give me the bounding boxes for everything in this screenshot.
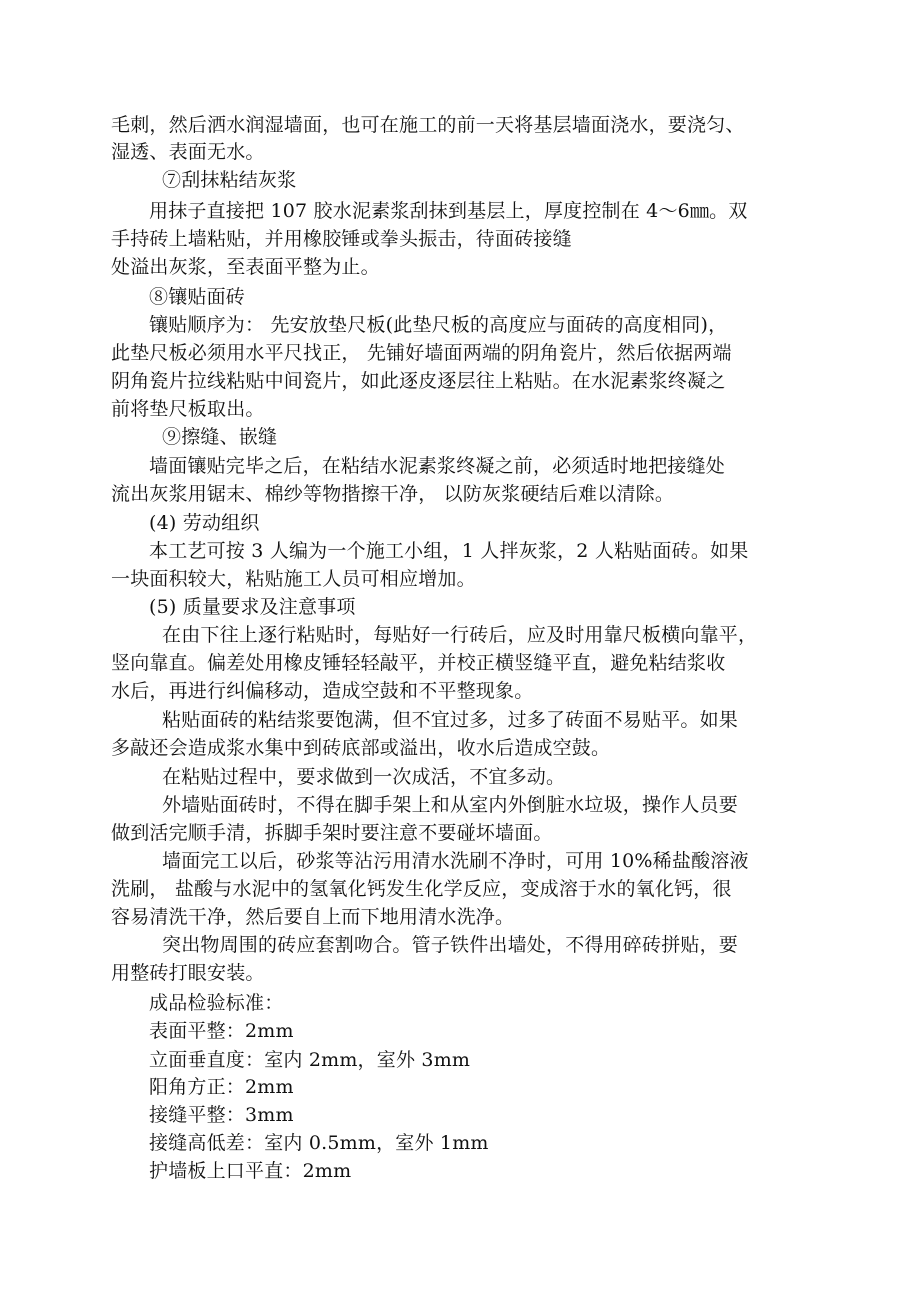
text-line: 湿透、表面无水。 (111, 141, 265, 163)
text-line: 水后，再进行纠偏移动，造成空鼓和不平整现象。 (111, 680, 534, 702)
text-line: 镶贴顺序为： 先安放垫尺板(此垫尺板的高度应与面砖的高度相同)， (149, 314, 728, 336)
text-line: 成品检验标准： (149, 992, 284, 1014)
text-line: 粘贴面砖的粘结浆要饱满，但不宜过多，过多了砖面不易贴平。如果 (162, 709, 739, 731)
text-line: 表面平整：2mm (149, 1020, 294, 1042)
text-line: 在粘贴过程中，要求做到一次成活，不宜多动。 (162, 766, 566, 788)
text-line: 接缝平整：3mm (149, 1104, 294, 1126)
text-line: 用抹子直接把 107 胶水泥素浆刮抹到基层上，厚度控制在 4～6㎜。双 (149, 200, 748, 222)
text-line: 用整砖打眼安装。 (111, 962, 265, 984)
section-heading: (5) 质量要求及注意事项 (149, 596, 356, 618)
text-line: 墙面镶贴完毕之后，在粘结水泥素浆终凝之前，必须适时地把接缝处 (149, 455, 726, 477)
section-heading: ⑨擦缝、嵌缝 (162, 426, 278, 448)
text-line: 接缝高低差：室内 0.5mm，室外 1mm (149, 1132, 489, 1154)
text-line: 竖向靠直。偏差处用橡皮锤轻轻敲平，并校正横竖缝平直，避免粘结浆收 (111, 652, 726, 674)
text-line: 外墙贴面砖时，不得在脚手架上和从室内外倒脏水垃圾，操作人员要 (162, 794, 739, 816)
text-line: 前将垫尺板取出。 (111, 398, 265, 420)
section-heading: ⑧镶贴面砖 (149, 286, 246, 308)
text-line: 阳角方正：2mm (149, 1076, 294, 1098)
text-line: 毛刺，然后洒水润湿墙面，也可在施工的前一天将基层墙面浇水，要浇匀、 (111, 114, 745, 136)
text-line: 做到活完顺手清，拆脚手架时要注意不要碰坏墙面。 (111, 822, 553, 844)
text-line: 在由下往上逐行粘贴时，每贴好一行砖后，应及时用靠尺板横向靠平， (162, 624, 758, 646)
text-line: 容易清洗干净，然后要自上而下地用清水洗净。 (111, 906, 515, 928)
text-line: 本工艺可按 3 人编为一个施工小组，1 人拌灰浆，2 人粘贴面砖。如果 (149, 540, 749, 562)
section-heading: (4) 劳动组织 (149, 512, 260, 534)
text-line: 处溢出灰浆，至表面平整为止。 (111, 256, 380, 278)
text-line: 洗刷， 盐酸与水泥中的氢氧化钙发生化学反应，变成溶于水的氧化钙，很 (111, 878, 732, 900)
text-line: 流出灰浆用锯末、棉纱等物揩擦干净， 以防灰浆硬结后难以清除。 (111, 483, 675, 505)
text-line: 突出物周围的砖应套割吻合。管子铁件出墙处，不得用碎砖拼贴，要 (162, 934, 739, 956)
text-line: 此垫尺板必须用水平尺找正， 先铺好墙面两端的阴角瓷片，然后依据两端 (111, 342, 732, 364)
text-line: 一块面积较大，粘贴施工人员可相应增加。 (111, 568, 476, 590)
section-heading: ⑦刮抹粘结灰浆 (162, 169, 297, 191)
text-line: 多敲还会造成浆水集中到砖底部或溢出，收水后造成空鼓。 (111, 737, 611, 759)
text-line: 墙面完工以后，砂浆等沾污用清水洗刷不净时，可用 10%稀盐酸溶液 (162, 850, 749, 872)
text-line: 立面垂直度：室内 2mm，室外 3mm (149, 1049, 471, 1071)
text-line: 手持砖上墙粘贴，并用橡胶锤或拳头振击，待面砖接缝 (111, 228, 572, 250)
text-line: 护墙板上口平直：2mm (149, 1160, 352, 1182)
text-line: 阴角瓷片拉线粘贴中间瓷片，如此逐皮逐层往上粘贴。在水泥素浆终凝之 (111, 370, 726, 392)
